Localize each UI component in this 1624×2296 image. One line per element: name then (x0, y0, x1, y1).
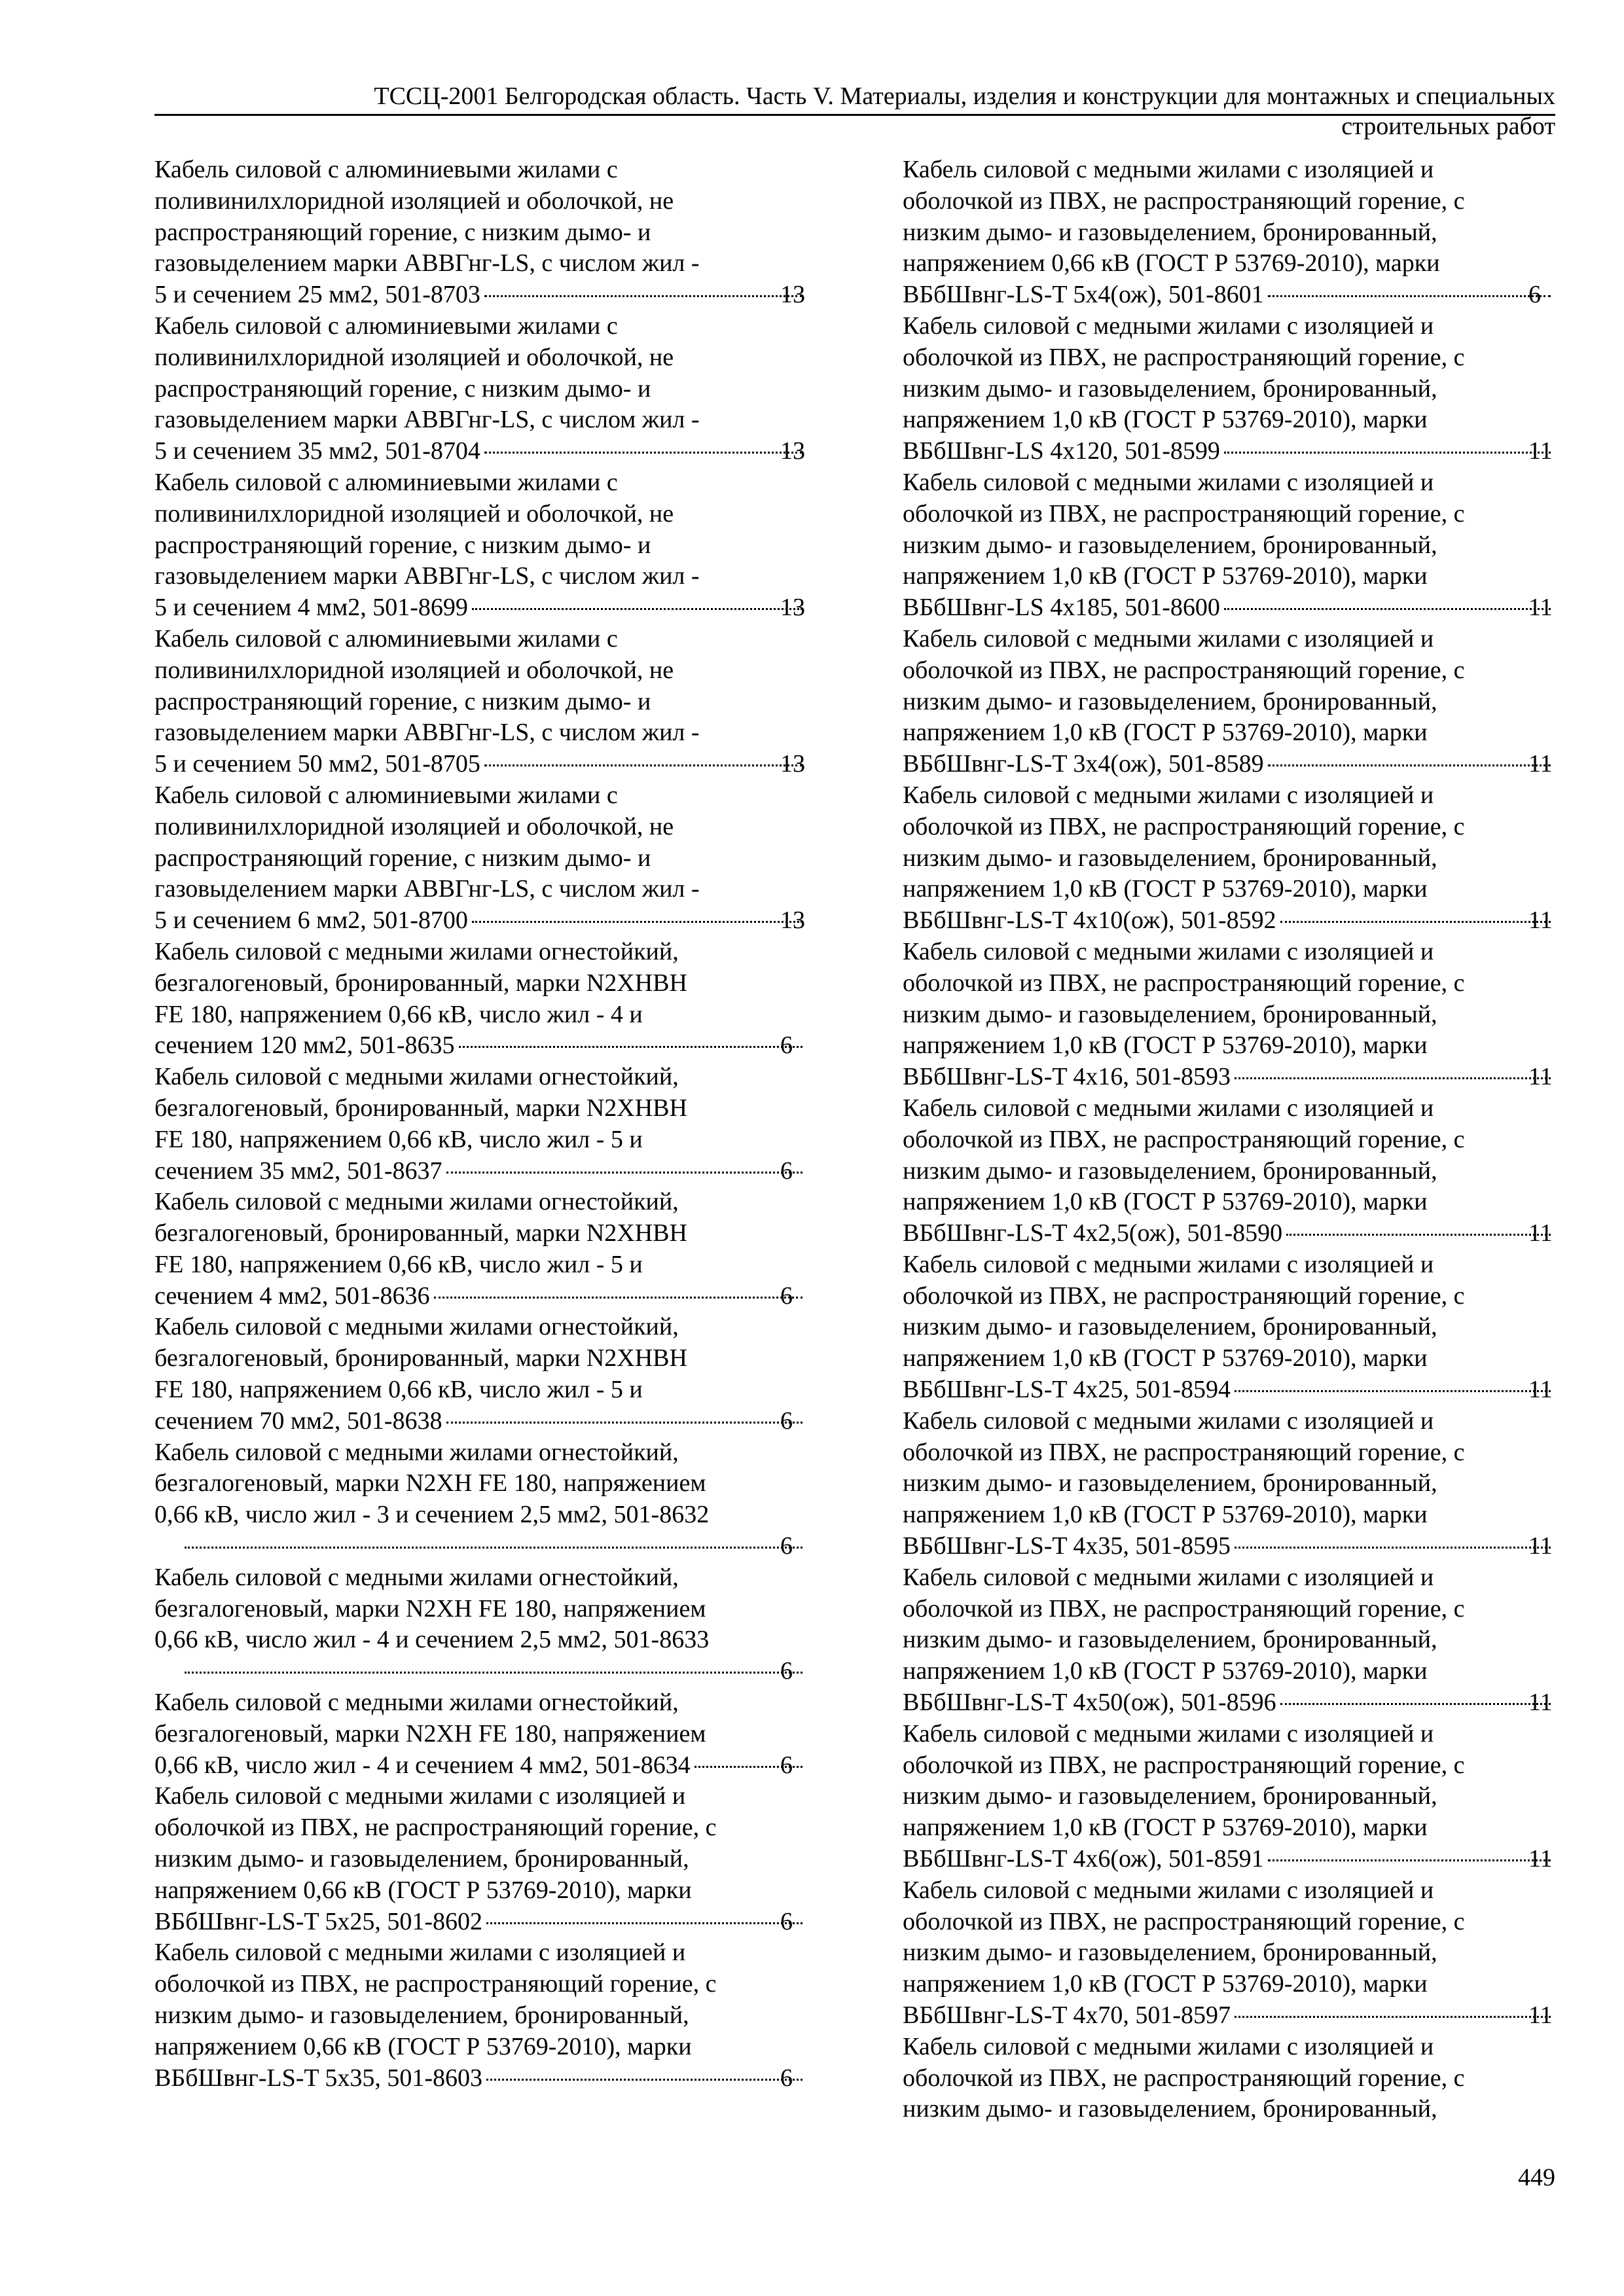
entry-text-line: напряжением 0,66 кВ (ГОСТ Р 53769-2010), марки (154, 1876, 692, 1904)
index-entry (154, 1062, 806, 1187)
dot-leader (1224, 452, 1551, 454)
index-entry (903, 780, 1555, 937)
index-entry (154, 467, 806, 624)
entry-text-line: низким дымо- и газовыделением, бронированный, (903, 1000, 1437, 1028)
index-entry (154, 1781, 806, 1937)
entry-text-line: Кабель силовой с медными жилами с изоляцией и (154, 1782, 686, 1810)
entry-text-line: поливинилхлоридной изоляцией и оболочкой, не (154, 656, 674, 684)
entry-leader-line: сечением 120 мм2, 501-8635 6 (181, 1030, 806, 1062)
dot-leader (484, 764, 803, 766)
entry-text-last: 5 и сечением 25 мм2, 501-8703 (154, 281, 480, 309)
dot-leader (1235, 2016, 1551, 2018)
dot-leader (1280, 1703, 1551, 1705)
entry-text-last: ВБбШвнг-LS-T 3x4(ож), 501-8589 (903, 750, 1264, 778)
entry-text-line: оболочкой из ПВХ, не распространяющий горение, с (903, 1907, 1465, 1935)
entry-text-line: низким дымо- и газовыделением, бронированный, (903, 374, 1437, 403)
entry-text-line: безгалогеновый, марки N2XH FE 180, напряжением (154, 1469, 706, 1498)
entry-text-line: оболочкой из ПВХ, не распространяющий горение, с (903, 656, 1465, 684)
page-number: 449 (1518, 2164, 1555, 2191)
entry-text-line: FE 180, напряжением 0,66 кВ, число жил - 5 и (154, 1250, 643, 1278)
entry-text-line: Кабель силовой с медными жилами с изоляцией и (903, 1876, 1434, 1904)
entry-text-line: напряжением 0,66 кВ (ГОСТ Р 53769-2010), марки (154, 2032, 692, 2060)
entry-text-line: низким дымо- и газовыделением, бронированный, (154, 2001, 689, 2030)
entry-text-line: Кабель силовой с медными жилами огнестойкий, (154, 1063, 679, 1091)
entry-text-last: ВБбШвнг-LS-T 4x2,5(ож), 501-8590 (903, 1219, 1283, 1247)
entry-text-line: напряжением 1,0 кВ (ГОСТ Р 53769-2010), марки (903, 1031, 1428, 1060)
entry-text-last: ВБбШвнг-LS-T 4x10(ож), 501-8592 (903, 906, 1276, 935)
entry-leader-line: ВБбШвнг-LS-T 4x50(ож), 501-8596 11 (929, 1687, 1555, 1719)
dot-leader (1224, 608, 1551, 610)
dot-leader (1280, 921, 1551, 923)
index-entry (903, 1093, 1555, 1249)
entry-leader-line: 5 и сечением 25 мм2, 501-8703 13 (181, 279, 806, 311)
entry-leader-line: 5 и сечением 35 мм2, 501-8704 13 (181, 436, 806, 467)
entry-text-line: Кабель силовой с алюминиевыми жилами с (154, 312, 618, 340)
entry-text-line: Кабель силовой с медными жилами огнестойкий, (154, 1563, 679, 1591)
entry-text-last: ВБбШвнг-LS-T 4x6(ож), 501-8591 (903, 1845, 1264, 1873)
index-entry (903, 1406, 1555, 1562)
entry-text-line: FE 180, напряжением 0,66 кВ, число жил - 5 и (154, 1125, 643, 1153)
entry-text-line: Кабель силовой с медными жилами с изоляцией и (903, 1719, 1434, 1748)
entry-text-line: напряжением 1,0 кВ (ГОСТ Р 53769-2010), марки (903, 1657, 1428, 1685)
entry-text-last: ВБбШвнг-LS-T 5x35, 501-8603 (154, 2064, 483, 2092)
entry-leader-line: сечением 35 мм2, 501-8637 6 (181, 1156, 806, 1187)
entry-text-line: Кабель силовой с медными жилами огнестойкий, (154, 1313, 679, 1341)
entry-leader-line: 5 и сечением 4 мм2, 501-8699 13 (181, 592, 806, 624)
dot-leader (484, 295, 803, 297)
entry-text-line: поливинилхлоридной изоляцией и оболочкой, не (154, 499, 674, 528)
entry-text-line: безгалогеновый, бронированный, марки N2XHBH (154, 969, 687, 997)
entry-text-last: ВБбШвнг-LS-T 4x35, 501-8595 (903, 1532, 1231, 1560)
index-entry (903, 467, 1555, 624)
entry-text-line: Кабель силовой с медными жилами с изоляцией и (154, 1939, 686, 1967)
entry-leader-line: ВБбШвнг-LS-T 4x2,5(ож), 501-8590 11 (929, 1218, 1555, 1249)
index-entry (903, 311, 1555, 467)
index-entry (903, 937, 1555, 1093)
dot-leader (1235, 1077, 1551, 1079)
dot-leader (472, 608, 803, 610)
index-entry (154, 780, 806, 937)
dot-leader (185, 1672, 803, 1674)
header-title-line1: ТССЦ-2001 Белгородская область. Часть V. Материалы, изделия и конструкции для монтажных и специальных (374, 82, 1555, 110)
entry-text-line: поливинилхлоридной изоляцией и оболочкой, не (154, 343, 674, 371)
entry-text-last: ВБбШвнг-LS-T 4x70, 501-8597 (903, 2001, 1231, 2030)
entry-text-last: 0,66 кВ, число жил - 4 и сечением 4 мм2, 501-8634 (154, 1751, 691, 1779)
entry-text-line: Кабель силовой с алюминиевыми жилами с (154, 156, 618, 183)
entry-text-line: низким дымо- и газовыделением, бронированный, (903, 1313, 1437, 1341)
entry-text-line: напряжением 1,0 кВ (ГОСТ Р 53769-2010), марки (903, 406, 1428, 434)
entry-text-line: Кабель силовой с медными жилами с изоляцией и (903, 937, 1434, 965)
index-entry (903, 1249, 1555, 1406)
entry-text-line: Кабель силовой с медными жилами с изоляцией и (903, 1563, 1434, 1591)
entry-text-last: 5 и сечением 50 мм2, 501-8705 (154, 750, 480, 778)
entry-text-line: Кабель силовой с алюминиевыми жилами с (154, 781, 618, 809)
dot-leader (446, 1422, 803, 1424)
entry-text-line: распространяющий горение, с низким дымо- и (154, 531, 651, 559)
entry-text-line: Кабель силовой с алюминиевыми жилами с (154, 468, 618, 496)
entry-text-last: сечением 35 мм2, 501-8637 (154, 1157, 442, 1185)
index-entry (903, 1875, 1555, 2032)
entry-leader-line: 6 (181, 1656, 806, 1687)
dot-leader (1268, 764, 1551, 766)
index-entry (154, 1937, 806, 2094)
entry-text-line: газовыделением марки АВВГнг-LS, с числом жил - (154, 719, 700, 747)
dot-leader (472, 921, 803, 923)
entry-leader-line: ВБбШвнг-LS-T 3x4(ож), 501-8589 11 (929, 749, 1555, 780)
entry-text-line: FE 180, напряжением 0,66 кВ, число жил - 4 и (154, 1000, 643, 1028)
entry-leader-line: ВБбШвнг-LS 4x120, 501-8599 11 (929, 436, 1555, 467)
entry-text-line: низким дымо- и газовыделением, бронированный, (903, 531, 1437, 559)
entry-text-line: низким дымо- и газовыделением, бронированный, (903, 844, 1437, 872)
entry-text-line: газовыделением марки АВВГнг-LS, с числом жил - (154, 406, 700, 434)
entry-text-line: оболочкой из ПВХ, не распространяющий горение, с (903, 343, 1465, 371)
entry-text-last: ВБбШвнг-LS-T 5x25, 501-8602 (154, 1907, 483, 1935)
entry-text-line: низким дымо- и газовыделением, бронированный, (903, 2095, 1437, 2123)
entry-text-line: безгалогеновый, марки N2XH FE 180, напряжением (154, 1594, 706, 1623)
entry-text-line: Кабель силовой с медными жилами огнестойкий, (154, 937, 679, 965)
entry-text-last: ВБбШвнг-LS-T 5x4(ож), 501-8601 (903, 281, 1264, 309)
entry-text-last: сечением 120 мм2, 501-8635 (154, 1031, 455, 1060)
entry-leader-line: ВБбШвнг-LS 4x185, 501-8600 11 (929, 592, 1555, 624)
entry-leader-line: ВБбШвнг-LS-T 4x35, 501-8595 11 (929, 1531, 1555, 1562)
entry-text-line: Кабель силовой с медными жилами с изоляцией и (903, 1250, 1434, 1278)
entry-leader-line: 5 и сечением 6 мм2, 501-8700 13 (181, 905, 806, 937)
entry-text-line: напряжением 1,0 кВ (ГОСТ Р 53769-2010), марки (903, 875, 1428, 903)
entry-text-last: ВБбШвнг-LS 4x120, 501-8599 (903, 437, 1220, 465)
entry-leader-line: ВБбШвнг-LS-T 4x10(ож), 501-8592 11 (929, 905, 1555, 937)
dot-leader (484, 452, 803, 454)
entry-text-line: безгалогеновый, бронированный, марки N2XHBH (154, 1219, 687, 1247)
entry-text-line: оболочкой из ПВХ, не распространяющий горение, с (903, 1751, 1465, 1779)
entry-leader-line: ВБбШвнг-LS-T 5x25, 501-8602 6 (181, 1907, 806, 1938)
entry-text-line: газовыделением марки АВВГнг-LS, с числом жил - (154, 875, 700, 903)
entry-text-last: 5 и сечением 4 мм2, 501-8699 (154, 594, 468, 622)
entry-text-line: безгалогеновый, марки N2XH FE 180, напряжением (154, 1719, 706, 1748)
entry-text-line: поливинилхлоридной изоляцией и оболочкой, не (154, 187, 674, 215)
entry-text-line: оболочкой из ПВХ, не распространяющий горение, с (903, 1282, 1465, 1310)
entry-leader-line: ВБбШвнг-LS-T 5x35, 501-8603 6 (181, 2063, 806, 2094)
entry-leader-line: 5 и сечением 50 мм2, 501-8705 13 (181, 749, 806, 780)
entry-text-line: напряжением 1,0 кВ (ГОСТ Р 53769-2010), марки (903, 1188, 1428, 1216)
dot-leader (1235, 1390, 1551, 1392)
entry-text-line: газовыделением марки АВВГнг-LS, с числом жил - (154, 249, 700, 278)
entry-text-line: напряжением 1,0 кВ (ГОСТ Р 53769-2010), марки (903, 1970, 1428, 1998)
index-entry (154, 624, 806, 780)
entry-text-line: оболочкой из ПВХ, не распространяющий горение, с (903, 499, 1465, 528)
entry-text-line: Кабель силовой с медными жилами с изоляцией и (903, 781, 1434, 809)
entry-text-line: оболочкой из ПВХ, не распространяющий горение, с (154, 1970, 717, 1998)
entry-text-line: Кабель силовой с медными жилами огнестойкий, (154, 1438, 679, 1466)
running-header (154, 81, 1555, 141)
index-entry (154, 154, 806, 311)
entry-text-last: сечением 4 мм2, 501-8636 (154, 1282, 430, 1310)
entry-text-line: напряжением 1,0 кВ (ГОСТ Р 53769-2010), марки (903, 719, 1428, 747)
entry-leader-line: ВБбШвнг-LS-T 4x6(ож), 501-8591 11 (929, 1844, 1555, 1875)
entry-text-last: ВБбШвнг-LS-T 4x16, 501-8593 (903, 1063, 1231, 1091)
entry-text-line: низким дымо- и газовыделением, бронированный, (903, 1626, 1437, 1654)
entry-text-line: напряжением 1,0 кВ (ГОСТ Р 53769-2010), марки (903, 1501, 1428, 1529)
entry-text-line: оболочкой из ПВХ, не распространяющий горение, с (903, 2064, 1465, 2092)
entry-text-last: ВБбШвнг-LS-T 4x50(ож), 501-8596 (903, 1689, 1276, 1717)
entry-text-line: FE 180, напряжением 0,66 кВ, число жил - 5 и (154, 1376, 643, 1404)
entry-text-line: Кабель силовой с медными жилами огнестойкий, (154, 1188, 679, 1216)
entry-text-line: Кабель силовой с медными жилами с изоляцией и (903, 1407, 1434, 1435)
dot-leader (1235, 1547, 1551, 1549)
entry-text-line: напряжением 1,0 кВ (ГОСТ Р 53769-2010), марки (903, 562, 1428, 590)
dot-leader (1268, 295, 1551, 297)
dot-leader (1268, 1859, 1551, 1861)
entry-text-line: Кабель силовой с медными жилами с изоляцией и (903, 624, 1434, 653)
dot-leader (185, 1547, 803, 1549)
index-entry (903, 1719, 1555, 1875)
entry-text-line: оболочкой из ПВХ, не распространяющий горение, с (903, 1125, 1465, 1153)
entry-text-line: Кабель силовой с медными жилами с изоляцией и (903, 1094, 1434, 1122)
index-entry (154, 1437, 806, 1562)
entry-text-line: напряжением 1,0 кВ (ГОСТ Р 53769-2010), марки (903, 1814, 1428, 1842)
index-entry (154, 1312, 806, 1437)
entry-leader-line: 6 (181, 1531, 806, 1562)
entry-text-last: ВБбШвнг-LS-T 4x25, 501-8594 (903, 1376, 1231, 1404)
entry-text-line: Кабель силовой с алюминиевыми жилами с (154, 624, 618, 653)
index-column-right (903, 154, 1555, 2125)
entry-text-line: напряжением 0,66 кВ (ГОСТ Р 53769-2010), марки (903, 249, 1440, 278)
entry-text-last: 5 и сечением 6 мм2, 501-8700 (154, 906, 468, 935)
entry-text-line: оболочкой из ПВХ, не распространяющий горение, с (903, 812, 1465, 840)
entry-text-line: Кабель силовой с медными жилами с изоляцией и (903, 2032, 1434, 2060)
index-entry (154, 1187, 806, 1312)
entry-text-line: оболочкой из ПВХ, не распространяющий горение, с (903, 187, 1465, 215)
entry-leader-line: 0,66 кВ, число жил - 4 и сечением 4 мм2, 501-8634 6 (181, 1750, 806, 1782)
entry-text-line: низким дымо- и газовыделением, бронированный, (903, 1782, 1437, 1810)
dot-leader (1286, 1234, 1551, 1236)
entry-text-line: распространяющий горение, с низким дымо- и (154, 687, 651, 715)
entry-leader-line: сечением 70 мм2, 501-8638 6 (181, 1406, 806, 1437)
entry-text-line: 0,66 кВ, число жил - 4 и сечением 2,5 мм2, 501-8633 (154, 1626, 710, 1654)
index-entry (154, 311, 806, 467)
entry-leader-line: сечением 4 мм2, 501-8636 6 (181, 1281, 806, 1312)
index-entry (903, 154, 1555, 311)
index-entry (903, 624, 1555, 780)
entry-text-last: сечением 70 мм2, 501-8638 (154, 1407, 442, 1435)
entry-text-line: низким дымо- и газовыделением, бронированный, (903, 1157, 1437, 1185)
entry-text-last: 5 и сечением 35 мм2, 501-8704 (154, 437, 480, 465)
entry-leader-line: ВБбШвнг-LS-T 4x16, 501-8593 11 (929, 1062, 1555, 1093)
entry-leader-line: ВБбШвнг-LS-T 4x25, 501-8594 11 (929, 1374, 1555, 1406)
entry-leader-line: ВБбШвнг-LS-T 5x4(ож), 501-8601 6 (929, 279, 1555, 311)
entry-text-line: низким дымо- и газовыделением, бронированный, (903, 1469, 1437, 1498)
header-title-line2: строительных работ (1341, 113, 1555, 140)
entry-text-line: Кабель силовой с медными жилами с изоляцией и (903, 156, 1434, 183)
entry-text-line: оболочкой из ПВХ, не распространяющий горение, с (903, 1438, 1465, 1466)
entry-text-line: оболочкой из ПВХ, не распространяющий горение, с (903, 969, 1465, 997)
dot-leader (446, 1172, 803, 1174)
entry-text-line: газовыделением марки АВВГнг-LS, с числом жил - (154, 562, 700, 590)
entry-text-line: низким дымо- и газовыделением, бронированный, (903, 1939, 1437, 1967)
entry-text-line: распространяющий горение, с низким дымо- и (154, 374, 651, 403)
dot-leader (486, 2079, 803, 2081)
dot-leader (434, 1297, 803, 1299)
dot-leader (695, 1766, 803, 1768)
dot-leader (486, 1922, 803, 1924)
header-divider (154, 114, 1555, 116)
entry-text-line: распространяющий горение, с низким дымо- и (154, 218, 651, 246)
entry-text-line: оболочкой из ПВХ, не распространяющий горение, с (903, 1594, 1465, 1623)
entry-text-line: поливинилхлоридной изоляцией и оболочкой, не (154, 812, 674, 840)
index-entry (903, 2032, 1555, 2125)
entry-text-line: Кабель силовой с медными жилами огнестойкий, (154, 1689, 679, 1717)
entry-text-line: распространяющий горение, с низким дымо- и (154, 844, 651, 872)
entry-text-line: 0,66 кВ, число жил - 3 и сечением 2,5 мм2, 501-8632 (154, 1501, 710, 1529)
entry-text-last: ВБбШвнг-LS 4x185, 501-8600 (903, 594, 1220, 622)
entry-text-line: Кабель силовой с медными жилами с изоляцией и (903, 468, 1434, 496)
entry-text-line: напряжением 1,0 кВ (ГОСТ Р 53769-2010), марки (903, 1344, 1428, 1372)
index-entry (903, 1562, 1555, 1719)
entry-text-line: Кабель силовой с медными жилами с изоляцией и (903, 312, 1434, 340)
entry-leader-line: ВБбШвнг-LS-T 4x70, 501-8597 11 (929, 2000, 1555, 2032)
entry-text-line: оболочкой из ПВХ, не распространяющий горение, с (154, 1814, 717, 1842)
entry-text-line: низким дымо- и газовыделением, бронированный, (903, 218, 1437, 246)
index-column-left (154, 154, 806, 2094)
entry-text-line: низким дымо- и газовыделением, бронированный, (154, 1845, 689, 1873)
index-entry (154, 937, 806, 1062)
index-entry (154, 1687, 806, 1781)
entry-text-line: низким дымо- и газовыделением, бронированный, (903, 687, 1437, 715)
entry-text-line: безгалогеновый, бронированный, марки N2XHBH (154, 1094, 687, 1122)
entry-text-line: безгалогеновый, бронированный, марки N2XHBH (154, 1344, 687, 1372)
dot-leader (459, 1046, 803, 1048)
index-entry (154, 1562, 806, 1687)
